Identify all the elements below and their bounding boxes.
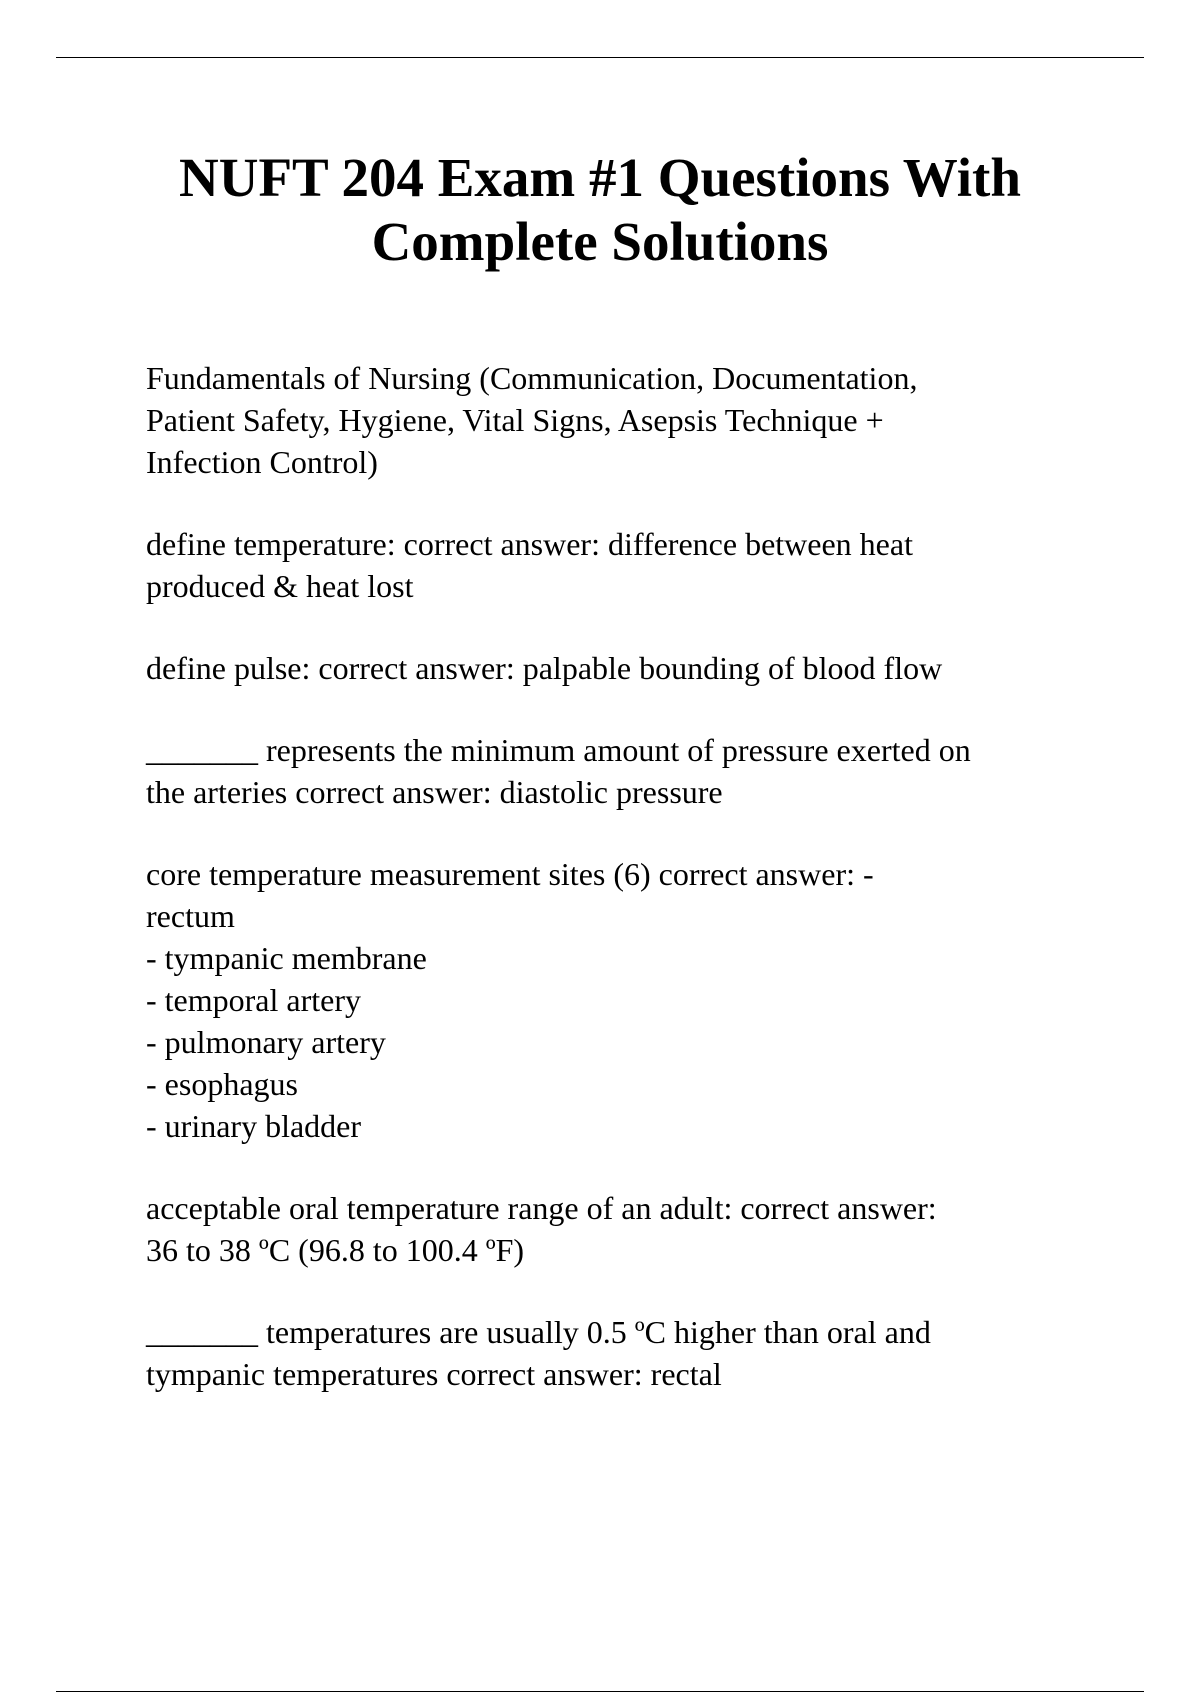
qa-line: define temperature: correct answer: difference between heat (146, 526, 913, 562)
intro-paragraph (146, 357, 1106, 483)
top-divider (56, 57, 1144, 58)
qa-item-pulse (146, 647, 1106, 689)
qa-item-oral-range (146, 1187, 1106, 1271)
qa-line: acceptable oral temperature range of an adult: correct answer: (146, 1190, 937, 1226)
intro-line: Infection Control) (146, 444, 378, 480)
intro-line: Patient Safety, Hygiene, Vital Signs, Asepsis Technique + (146, 402, 884, 438)
qa-item-temperature (146, 523, 1106, 607)
qa-line: define pulse: correct answer: palpable bounding of blood flow (146, 650, 943, 686)
qa-line: rectum (146, 898, 235, 934)
document-body (146, 357, 1106, 1435)
document-title (100, 146, 1100, 274)
qa-line: tympanic temperatures correct answer: rectal (146, 1356, 722, 1392)
qa-line: core temperature measurement sites (6) correct answer: - (146, 856, 874, 892)
qa-line: - urinary bladder (146, 1108, 362, 1144)
intro-line: Fundamentals of Nursing (Communication, Documentation, (146, 360, 918, 396)
qa-item-core-sites (146, 853, 1106, 1147)
qa-line: produced & heat lost (146, 568, 414, 604)
qa-line: _______ temperatures are usually 0.5 ºC higher than oral and (146, 1314, 931, 1350)
qa-item-diastolic (146, 729, 1106, 813)
qa-line: - tympanic membrane (146, 940, 427, 976)
qa-line: the arteries correct answer: diastolic pressure (146, 774, 723, 810)
title-line: NUFT 204 Exam #1 Questions With (179, 147, 1021, 208)
qa-line: _______ represents the minimum amount of pressure exerted on (146, 732, 971, 768)
qa-line: 36 to 38 ºC (96.8 to 100.4 ºF) (146, 1232, 525, 1268)
bottom-divider (56, 1691, 1144, 1692)
qa-item-rectal (146, 1311, 1106, 1395)
qa-line: - pulmonary artery (146, 1024, 386, 1060)
title-line: Complete Solutions (371, 211, 829, 272)
qa-line: - temporal artery (146, 982, 361, 1018)
qa-line: - esophagus (146, 1066, 298, 1102)
